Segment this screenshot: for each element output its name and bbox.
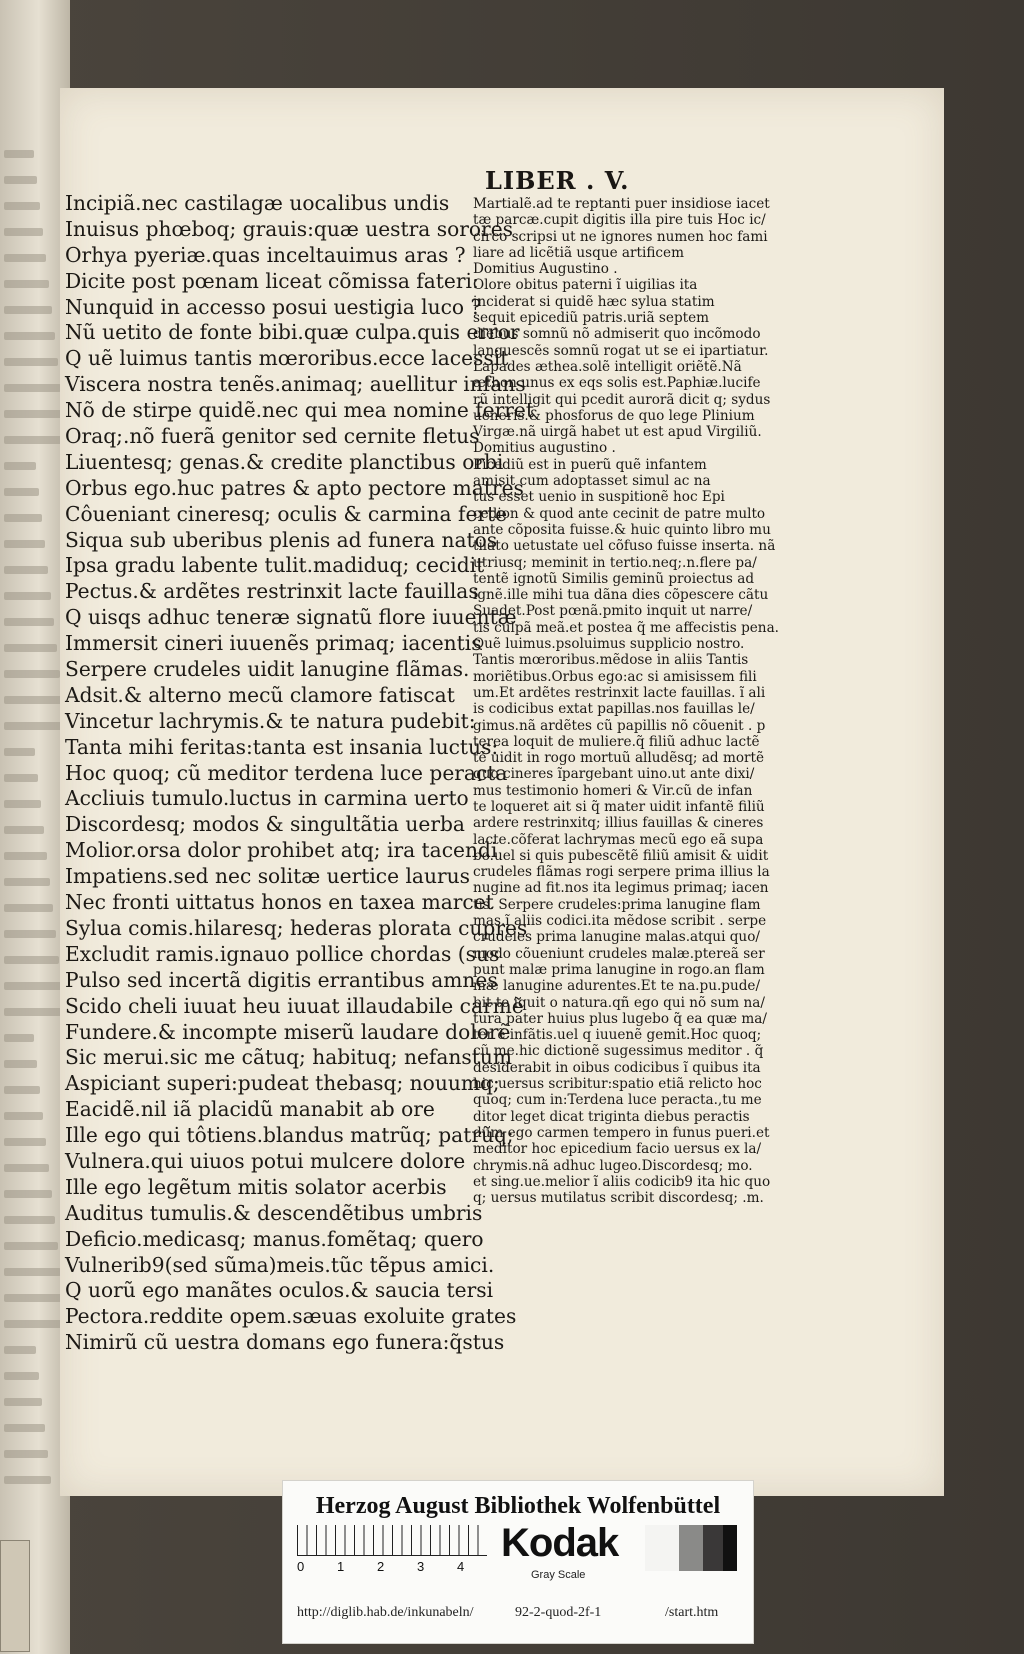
commentary-line: q; uersus mutilatus scribit discordesq; .m. [473, 1190, 764, 1207]
bleed-through-line [4, 1164, 49, 1172]
verse-line: Q uorũ ego manãtes oculos.& saucia tersi [65, 1278, 494, 1303]
gray-swatch [723, 1525, 737, 1571]
commentary-line: modo cõueniunt crudeles malæ.ptereã ser [473, 945, 765, 962]
verse-line: Immersit cineri iuuenẽs primaq; iacentis [65, 631, 482, 656]
bleed-through-line [4, 592, 51, 600]
verse-line: Viscera nostra tenẽs.animaq; auellitur infans [65, 372, 526, 397]
commentary-line: punt malæ prima lanugine in rogo.an flam [473, 961, 765, 978]
bleed-through-line [4, 826, 44, 834]
bleed-through-line [4, 852, 47, 860]
verse-line: Incipiã.nec castilagæ uocalibus undis [65, 191, 450, 215]
verse-line: Eacidẽ.nil iã placidũ manabit ab ore [65, 1097, 435, 1122]
bleed-through-line [4, 436, 67, 444]
gray-swatch [645, 1525, 679, 1571]
commentary-column [473, 196, 798, 1206]
commentary-line: tura pater huius plus lugebo q̃ ea quæ ma/ [473, 1010, 767, 1027]
ruler-number: 2 [377, 1559, 385, 1574]
bleed-through-line [4, 1294, 64, 1302]
commentary-line: ante cõposita fuisse.& huic quinto libro mu [473, 521, 771, 538]
ruler-number: 0 [297, 1559, 305, 1574]
commentary-line: Suadet.Post pœnã.pmito inquit ut narre/ [473, 603, 753, 620]
manuscript-page [60, 88, 944, 1496]
bleed-through-line [4, 800, 41, 808]
bleed-through-line [4, 1268, 61, 1276]
bleed-through-line [4, 384, 61, 392]
bleed-through-line [4, 228, 43, 236]
verse-line: Nũ uetito de fonte bibi.quæ culpa.quis error [65, 320, 520, 345]
bleed-through-line [4, 1008, 65, 1016]
verse-line: Nõ de stirpe quidẽ.nec qui mea nomine ferret [65, 398, 534, 423]
commentary-line: Lapades æthea.solẽ intelligit oriẽtẽ.Nã [473, 358, 742, 375]
bleed-through-line [4, 254, 46, 262]
bleed-through-line [4, 1346, 36, 1354]
verse-line: Impatiens.sed nec solitæ uertice laurus [65, 864, 470, 889]
ruler [297, 1525, 487, 1556]
verse-line: Sic merui.sic me cãtuq; habituq; nefanstum [65, 1045, 513, 1070]
bleed-through-line [4, 150, 34, 158]
gray-swatch [703, 1525, 723, 1571]
bleed-through-line [4, 514, 42, 522]
commentary-line: et sing.ue.melior ĩ aliis codicib9 ita hic quo [473, 1173, 771, 1190]
bleed-through-line [4, 1424, 45, 1432]
bleed-through-line [4, 1216, 55, 1224]
verse-line: Tanta mihi feritas:tanta est insania luctus: [65, 734, 499, 759]
verse-line: Auditus tumulis.& descendẽtibus umbris [65, 1200, 483, 1225]
bleed-through-line [4, 202, 40, 210]
bleed-through-line [4, 280, 49, 288]
kodak-logo: Kodak [501, 1521, 619, 1565]
bleed-through-line [4, 540, 45, 548]
verse-line: Sylua comis.hilaresq; hederas plorata cupres [65, 915, 528, 940]
bleed-through-line [4, 644, 57, 652]
verse-line: Nunquid in accesso posui uestigia luco ? [65, 294, 482, 319]
bleed-through-line [4, 1112, 43, 1120]
commentary-line: amisit cum adoptasset simul ac na [473, 473, 711, 490]
url-left: http://diglib.hab.de/inkunabeln/ [297, 1605, 474, 1620]
gray-swatch [679, 1525, 703, 1571]
bleed-through-line [4, 1138, 46, 1146]
verse-line: Oraq;.nõ fuerã genitor sed cernite fletus [65, 424, 480, 449]
verse-line: Excludit ramis.ignauo pollice chordas (sus [65, 941, 500, 966]
commentary-line: bit te iquit o natura.qñ ego qui nõ sum na/ [473, 994, 765, 1011]
verse-line: Hoc quoq; cũ meditor terdena luce peracta [65, 760, 508, 785]
commentary-line: ardere restrinxitq; illius fauillas & cineres [473, 815, 764, 832]
commentary-line: quoq; cum in:Terdena luce peracta.,tu me [473, 1092, 762, 1109]
commentary-line: liare ad licẽtiã usque artificem [473, 244, 684, 261]
verse-line: Pectora.reddite opem.sæuas exoluite grates [65, 1304, 517, 1329]
verse-line: Siqua sub uberibus plenis ad funera natos [65, 527, 498, 552]
verse-line: Orhya pyeriæ.quas inceltauimus aras ? [65, 242, 466, 267]
bleed-through-line [4, 930, 56, 938]
bleed-through-line [4, 956, 59, 964]
commentary-line: ter ẽ infãtis.uel q iuuenẽ gemit.Hoc quoq; [473, 1027, 762, 1044]
bleed-through-line [4, 410, 64, 418]
bleed-through-line [4, 332, 55, 340]
commentary-line: crudeles prima lanugine malas.atqui quo/ [473, 929, 760, 946]
commentary-line: mæ lanugine adurentes.Et te na.pu.pude/ [473, 978, 761, 995]
commentary-line: lacte.cõferat lachrymas mecũ ego eã supa [473, 831, 764, 848]
bleed-through-line [4, 670, 60, 678]
bleed-through-line [4, 1320, 67, 1328]
commentary-line: tilato uetustate uel cõfuso fuisse inserta. nã [473, 538, 776, 555]
gray-scale-label: Gray Scale [531, 1569, 586, 1581]
bleed-through-line [4, 1476, 51, 1484]
commentary-line: te loqueret ait si q̃ mater uidit infantẽ filiũ [473, 798, 765, 815]
commentary-line: gimus.nã ardẽtes cũ papillis nõ cõuenit . p [473, 717, 766, 734]
bleed-through-line [4, 878, 50, 886]
verse-line: Dicite post pœnam liceat cõmissa fateri: [65, 268, 479, 293]
verse-line: Nec fronti uittatus honos en taxea marcet [65, 890, 494, 915]
ruler-number: 1 [337, 1559, 345, 1574]
bleed-through-line [4, 488, 39, 496]
commentary-line: hic uersus scribitur:spatio etiã relicto hoc [473, 1076, 762, 1093]
commentary-line: Tantis mœroribus.mẽdose in aliis Tantis [473, 652, 749, 669]
verse-line: Ille ego qui tôtiens.blandus matrũq; patrũq; [65, 1123, 514, 1148]
commentary-line: crudeles flãmas rogi serpere prima illius la [473, 864, 770, 881]
bleed-through-line [4, 1190, 52, 1198]
verse-line: Orbus ego.huc patres & apto pectore matres [65, 475, 524, 500]
bleed-through-line [4, 1372, 39, 1380]
bleed-through-line [4, 774, 38, 782]
bleed-through-line [4, 1086, 40, 1094]
commentary-line: circo scripsi ut ne ignores numen hoc fami [473, 228, 768, 245]
commentary-line: is codicibus extat papillas.nos fauillas le/ [473, 701, 755, 718]
commentary-line: diebus somnũ nõ admiserit quo incõmodo [473, 326, 761, 343]
commentary-line: Domitius Augustino . [473, 261, 618, 278]
commentary-line: inciderat si quidẽ hæc sylua statim [473, 293, 715, 310]
commentary-line: tis. Serpere crudeles:prima lanugine flam [473, 896, 761, 913]
verse-line: Pectus.& ardẽtes restrinxit lacte fauillas [65, 579, 479, 604]
verse-line: Nimirũ cũ uestra domans ego funera:q̃stus [65, 1330, 505, 1355]
verse-line: Deficio.medicasq; manus.fomẽtaq; quero [65, 1226, 484, 1251]
verse-column [65, 191, 534, 1356]
commentary-line: mus testimonio homeri & Vir.cũ de infan [473, 782, 753, 799]
commentary-line: Quẽ luimus.psoluimus supplicio nostro. [473, 636, 745, 653]
commentary-line: moriẽtibus.Orbus ego:ac si amisissem fili [473, 668, 757, 685]
verse-line: Vulnerib9(sed sũma)meis.tũc tẽpus amici. [65, 1252, 495, 1277]
verse-line: Accliuis tumulo.luctus in carmina uerto [65, 786, 469, 811]
commentary-line: tis culpã meã.et postea q̃ me affecistis pena. [473, 619, 779, 636]
commentary-line: Martialẽ.ad te reptanti puer insidiose iacet [473, 196, 770, 212]
commentary-line: tæ parcæ.cupit digitis illa pire tuis Hoc ic/ [473, 212, 766, 229]
commentary-line: meditor hoc epicedium facio uersus ex la/ [473, 1141, 762, 1158]
commentary-line: um.Et ardẽtes restrinxit lacte fauillas. ĩ ali [473, 684, 766, 701]
verse-line: Scido cheli iuuat heu iuuat illaudabile carmẽ [65, 993, 524, 1018]
commentary-line: cũ me.hic dictionẽ sugessimus meditor . q̃ [473, 1043, 764, 1060]
commentary-line: sequit epicediũ patris.uriã septem [473, 310, 710, 327]
commentary-line: rũ intelligit qui pcedit aurorã dicit q; sydus [473, 391, 771, 408]
bleed-through-line [4, 1242, 58, 1250]
bleed-through-line [4, 722, 66, 730]
ruler-number: 3 [417, 1559, 425, 1574]
bleed-through-line [4, 696, 63, 704]
commentary-line: tẽ uidit in rogo mortuũ alludẽsq; ad mortẽ [473, 750, 765, 767]
bleed-through-line [4, 358, 58, 366]
verse-line: Aspiciant superi:pudeat thebasq; nouumq; [65, 1071, 500, 1096]
scale-card [282, 1480, 754, 1644]
verse-line: Vulnera.qui uiuos potui mulcere dolore [65, 1148, 466, 1173]
verse-line: Q uisqs adhuc teneræ signatũ flore iuuentæ [65, 605, 517, 630]
bleed-through-line [4, 1398, 42, 1406]
commentary-line: tus esset uenio in suspitionẽ hoc Epi [473, 489, 725, 506]
commentary-line: desiderabit in oibus codicibus ĩ quibus ita [473, 1059, 761, 1076]
bleed-through-line [4, 982, 62, 990]
bleed-through-line [4, 618, 54, 626]
commentary-line: ignẽ.ille mihi tua dãna dies cõpescere cãtu [473, 587, 769, 604]
commentary-line: languescẽs somnũ rogat ut se ei ipartiatur. [473, 342, 769, 359]
commentary-line: quo cineres ĩpargebant uino.ut ante dixi/ [473, 766, 755, 783]
commentary-line: ueneris.& phosforus de quo lege Plinium [473, 407, 755, 424]
commentary-line: Picediũ est in puerũ quẽ infantem [473, 456, 707, 473]
bleed-through-line [4, 176, 37, 184]
verse-line: Inuisus phœboq; grauis:quæ uestra sorores [65, 216, 514, 241]
verse-line: Liuentesq; genas.& credite planctibus orbi [65, 449, 504, 474]
verse-line: Fundere.& incompte miserũ laudare dolorẽ [65, 1019, 511, 1044]
bleed-through-line [4, 1450, 48, 1458]
bleed-through-line [4, 462, 36, 470]
commentary-line: bo.uel si quis pubescẽtẽ filiũ amisit & uidit [473, 847, 769, 864]
verse-line: Serpere crudeles uidit lanugine flãmas. [65, 657, 470, 682]
verse-line: Ille ego legẽtum mitis solator acerbis [65, 1174, 447, 1199]
commentary-line: cedion & quod ante cecinit de patre multo [473, 505, 766, 522]
commentary-line: chrymis.nã adhuc lugeo.Discordesq; mo. [473, 1157, 753, 1174]
url-right: /start.htm [665, 1605, 719, 1620]
bleed-through-line [4, 1034, 34, 1042]
commentary-line: Domitius augustino . [473, 440, 616, 457]
verse-line: Adsit.& alterno mecũ clamore fatiscat [65, 682, 455, 707]
library-stamp [0, 1540, 30, 1652]
commentary-line: terea loquit de muliere.q̃ filiũ adhuc lactẽ [473, 733, 760, 750]
verse-line: Côueniant cineresq; oculis & carmina ferte [65, 501, 508, 526]
page-header: LIBER . V. [485, 166, 630, 195]
commentary-line: tentẽ ignotũ Similis geminũ proiectus ad [473, 570, 755, 587]
commentary-line: mas.ĩ aliis codici.ita mẽdose scribit . serpe [473, 913, 767, 930]
library-title: Herzog August Bibliothek Wolfenbüttel [315, 1493, 721, 1519]
verse-line: Ipsa gradu labente tulit.madiduq; cecidit [65, 553, 485, 578]
bleed-through-line [4, 1060, 37, 1068]
commentary-line: dum ego carmen tempero in funus pueri.et [473, 1124, 770, 1141]
verse-line: Molior.orsa dolor prohibet atq; ira tacendi [65, 838, 498, 863]
ruler-number: 4 [457, 1559, 465, 1574]
bleed-through-line [4, 904, 53, 912]
verse-line: Pulso sed incertã digitis errantibus amnes [65, 967, 498, 992]
commentary-line: æthon unus ex eqs solis est.Paphiæ.lucife [473, 375, 761, 392]
bleed-through-line [4, 566, 48, 574]
commentary-line: Olore obitus paterni ĩ uigilias ita [473, 277, 698, 294]
verse-line: Q uẽ luimus tantis mœroribus.ecce lacessit [65, 346, 509, 371]
verse-line: Discordesq; modos & singultãtia uerba [65, 812, 465, 837]
commentary-line: Virgæ.nã uirgã habet ut est apud Virgiliũ. [473, 424, 762, 441]
bleed-through-line [4, 306, 52, 314]
verse-line: Vincetur lachrymis.& te natura pudebit: [65, 708, 476, 733]
url-mid: 92-2-quod-2f-1 [515, 1605, 602, 1620]
bleed-through-line [4, 748, 35, 756]
commentary-line: utriusq; meminit in tertio.neq;.n.flere pa/ [473, 554, 757, 571]
commentary-line: ditor leget dicat triginta diebus peractis [473, 1108, 750, 1125]
commentary-line: nugine ad fit.nos ita legimus primaq; iacen [473, 880, 769, 897]
